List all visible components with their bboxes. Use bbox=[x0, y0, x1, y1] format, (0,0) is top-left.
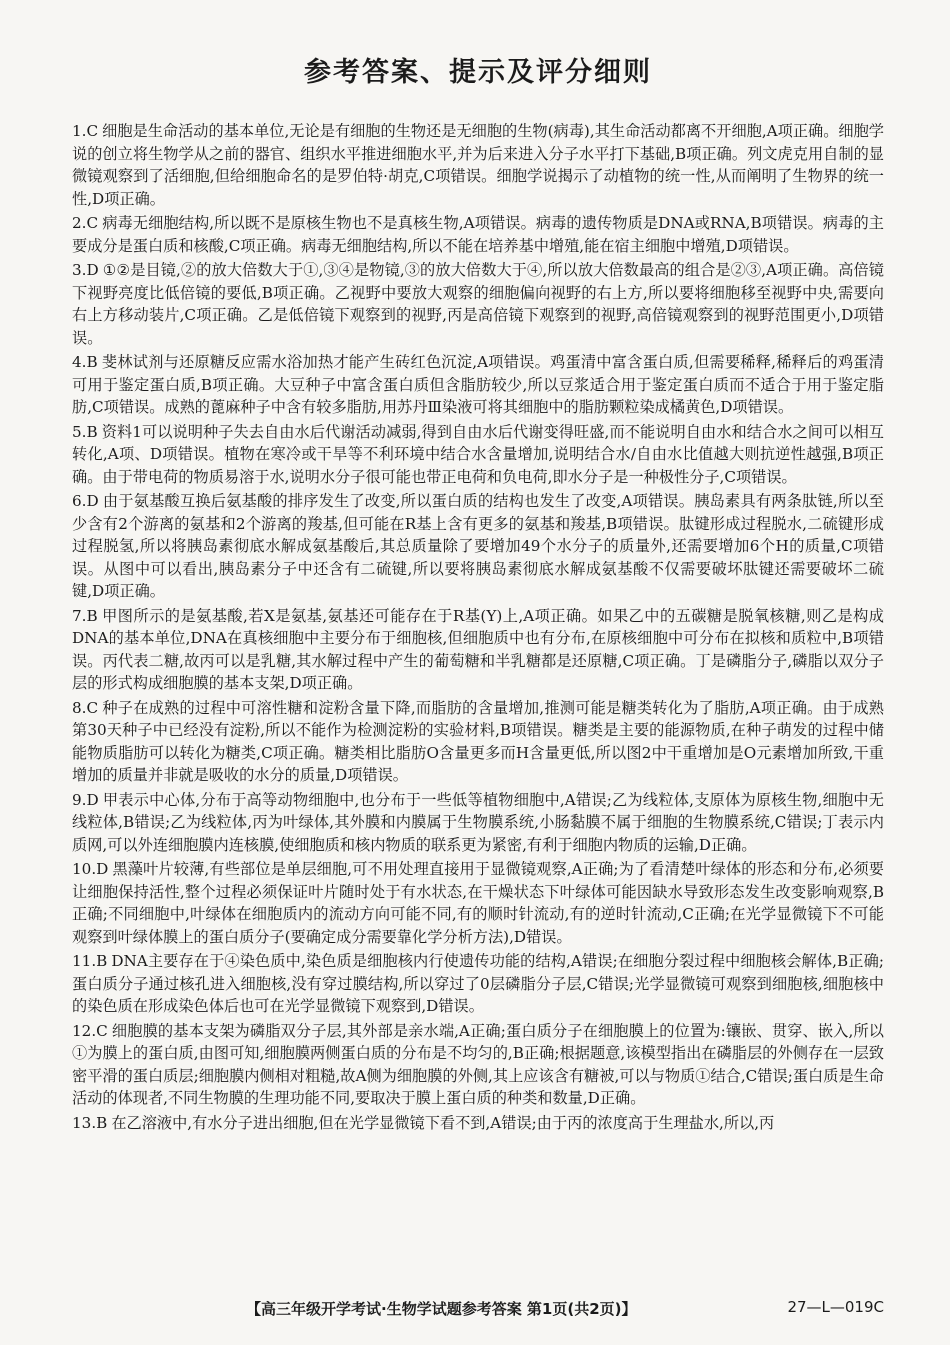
answer-item bbox=[72, 1112, 884, 1135]
answer-item bbox=[72, 421, 884, 489]
answer-item bbox=[72, 259, 884, 349]
answer-item bbox=[72, 789, 884, 857]
answer-number: 6.D bbox=[72, 492, 99, 510]
answer-item bbox=[72, 950, 884, 1018]
answer-item bbox=[72, 858, 884, 948]
answer-item bbox=[72, 697, 884, 787]
answer-item bbox=[72, 212, 884, 257]
answer-number: 10.D bbox=[72, 860, 109, 878]
answer-list bbox=[72, 120, 884, 1134]
answer-explanation: 在乙溶液中,有水分子进出细胞,但在光学显微镜下看不到,A错误;由于丙的浓度高于生理盐水,所以,丙 bbox=[111, 1113, 775, 1132]
answer-explanation: ①②是目镜,②的放大倍数大于①,③④是物镜,③的放大倍数大于④,所以放大倍数最高的组合是②③,A项正确。高倍镜下视野亮度比低倍镜的要低,B项正确。乙视野中要放大观察的细胞偏向视野的右上方,所以要将细胞移至视野中央,需要向右上方移动装片,C项正确。乙是低倍镜下观察到的视野,丙是高倍镜下观察到的视野,高倍镜观察到的视野范围更小,D项错误。 bbox=[72, 261, 884, 347]
answer-item bbox=[72, 120, 884, 210]
answer-explanation: DNA主要存在于④染色质中,染色质是细胞核内行使遗传功能的结构,A错误;在细胞分裂过程中细胞核会解体,B正确;蛋白质分子通过核孔进入细胞核,没有穿过膜结构,所以穿过了0层磷脂分子层,C错误;光学显微镜可观察到细胞核,细胞核中的染色质在形成染色体后也可在光学显微镜下观察到,D错误。 bbox=[72, 952, 884, 1015]
answer-item bbox=[72, 490, 884, 603]
answer-explanation: 黑藻叶片较薄,有些部位是单层细胞,可不用处理直接用于显微镜观察,A正确;为了看清楚叶绿体的形态和分布,必须要让细胞保持活性,整个过程必须保证叶片随时处于有水状态,在干燥状态下叶绿体可能因缺水导致形态发生改变影响观察,B正确;不同细胞中,叶绿体在细胞质内的流动方向可能不同,有的顺时针流动,有的逆时针流动,C正确;在光学显微镜下不可能观察到叶绿体膜上的蛋白质分子(要确定成分需要靠化学分析方法),D错误。 bbox=[72, 860, 884, 946]
answer-explanation: 由于氨基酸互换后氨基酸的排序发生了改变,所以蛋白质的结构也发生了改变,A项错误。胰岛素具有两条肽链,所以至少含有2个游离的氨基和2个游离的羧基,但可能在R基上含有更多的氨基和羧基,B项错误。肽键形成过程脱水,二硫键形成过程脱氢,所以将胰岛素彻底水解成氨基酸后,其总质量除了要增加49个水分子的质量外,还需要增加6个H的质量,C项错误。从图中可以看出,胰岛素分子中还含有二硫键,所以要将胰岛素彻底水解成氨基酸不仅需要破坏肽键还需要破坏二硫键,D项正确。 bbox=[72, 492, 884, 600]
answer-number: 13.B bbox=[72, 1113, 108, 1132]
answer-explanation: 细胞膜的基本支架为磷脂双分子层,其外部是亲水端,A正确;蛋白质分子在细胞膜上的位置为:镶嵌、贯穿、嵌入,所以①为膜上的蛋白质,由图可知,细胞膜两侧蛋白质的分布是不均匀的,B正确;根据题意,该模型指出在磷脂层的外侧存在一层致密平滑的蛋白质层;细胞膜内侧相对粗糙,故A侧为细胞膜的外侧,其上应该含有糖被,可以与物质①结合,C错误;蛋白质是生命活动的体现者,不同生物膜的生理功能不同,要取决于膜上蛋白质的种类和数量,D正确。 bbox=[72, 1021, 884, 1107]
page-title: 参考答案、提示及评分细则 bbox=[304, 57, 652, 88]
answer-number: 2.C bbox=[72, 214, 99, 232]
answer-number: 12.C bbox=[72, 1021, 108, 1040]
answer-number: 8.C bbox=[72, 698, 99, 717]
answer-item bbox=[72, 351, 884, 419]
answer-explanation: 种子在成熟的过程中可溶性糖和淀粉含量下降,而脂肪的含量增加,推测可能是糖类转化为了脂肪,A项正确。由于成熟第30天种子中已经没有淀粉,所以不能作为检测淀粉的实验材料,B项错误。糖类是主要的能源物质,在种子萌发的过程中储能物质脂肪可以转化为糖类,C项正确。糖类相比脂肪O含量更多而H含量更低,所以图2中干重增加是O元素增加所致,干重增加的质量并非就是吸收的水分的质量,D项错误。 bbox=[72, 698, 884, 784]
answer-number: 1.C bbox=[72, 122, 99, 140]
answer-explanation: 甲表示中心体,分布于高等动物细胞中,也分布于一些低等植物细胞中,A错误;乙为线粒体,支原体为原核生物,细胞中无线粒体,B错误;乙为线粒体,丙为叶绿体,其外膜和内膜属于生物膜系统,小肠黏膜不属于细胞的生物膜系统,C错误;丁表示内质网,可以外连细胞膜内连核膜,使细胞质和核内物质的联系更为紧密,有利于细胞内物质的运输,D正确。 bbox=[72, 790, 884, 854]
answer-item bbox=[72, 1020, 884, 1110]
answer-number: 7.B bbox=[72, 606, 98, 625]
answer-number: 4.B bbox=[72, 353, 98, 371]
answer-explanation: 资料1可以说明种子失去自由水后代谢活动减弱,得到自由水后代谢变得旺盛,而不能说明自由水和结合水之间可以相互转化,A项、D项错误。植物在寒冷或干旱等不利环境中结合水含量增加,说明结合水/自由水比值越大则抗逆性越强,B项正确。由于带电荷的物质易溶于水,说明水分子很可能也带正电荷和负电荷,即水分子是一种极性分子,C项错误。 bbox=[72, 422, 884, 486]
answer-number: 3.D bbox=[72, 261, 99, 279]
answer-item bbox=[72, 605, 884, 695]
answer-explanation: 斐林试剂与还原糖反应需水浴加热才能产生砖红色沉淀,A项错误。鸡蛋清中富含蛋白质,但需要稀释,稀释后的鸡蛋清可用于鉴定蛋白质,B项正确。大豆种子中富含蛋白质但含脂肪较少,所以豆浆适合用于鉴定蛋白质而不适合于用于鉴定脂肪,C项错误。成熟的蓖麻种子中含有较多脂肪,用苏丹Ⅲ染液可将其细胞中的脂肪颗粒染成橘黄色,D项错误。 bbox=[72, 353, 884, 416]
footer-title: 【高三年级开学考试·生物学试题参考答案 第1页(共2页)】 bbox=[246, 1300, 637, 1318]
footer-code: 27—L—019C bbox=[787, 1298, 884, 1316]
answer-explanation: 病毒无细胞结构,所以既不是原核生物也不是真核生物,A项错误。病毒的遗传物质是DNA或RNA,B项错误。病毒的主要成分是蛋白质和核酸,C项正确。病毒无细胞结构,所以不能在培养基中增殖,能在宿主细胞中增殖,D项错误。 bbox=[72, 214, 884, 255]
answer-explanation: 甲图所示的是氨基酸,若X是氨基,氨基还可能存在于R基(Y)上,A项正确。如果乙中的五碳糖是脱氧核糖,则乙是构成DNA的基本单位,DNA在真核细胞中主要分布于细胞核,但细胞质中也有分布,在原核细胞中可分布在拟核和质粒中,B项错误。丙代表二糖,故丙可以是乳糖,其水解过程中产生的葡萄糖和半乳糖都是还原糖,C项正确。丁是磷脂分子,磷脂以双分子层的形式构成细胞膜的基本支架,D项正确。 bbox=[72, 606, 884, 692]
answer-number: 11.B bbox=[72, 952, 108, 970]
answer-number: 5.B bbox=[72, 422, 98, 441]
answer-explanation: 细胞是生命活动的基本单位,无论是有细胞的生物还是无细胞的生物(病毒),其生命活动都离不开细胞,A项正确。细胞学说的创立将生物学从之前的器官、组织水平推进细胞水平,并为后来进入分子水平打下基础,B项正确。列文虎克用自制的显微镜观察到了活细胞,但给细胞命名的是罗伯特·胡克,C项错误。细胞学说揭示了动植物的统一性,从而阐明了生物界的统一性,D项正确。 bbox=[72, 122, 884, 208]
answer-number: 9.D bbox=[72, 790, 99, 809]
